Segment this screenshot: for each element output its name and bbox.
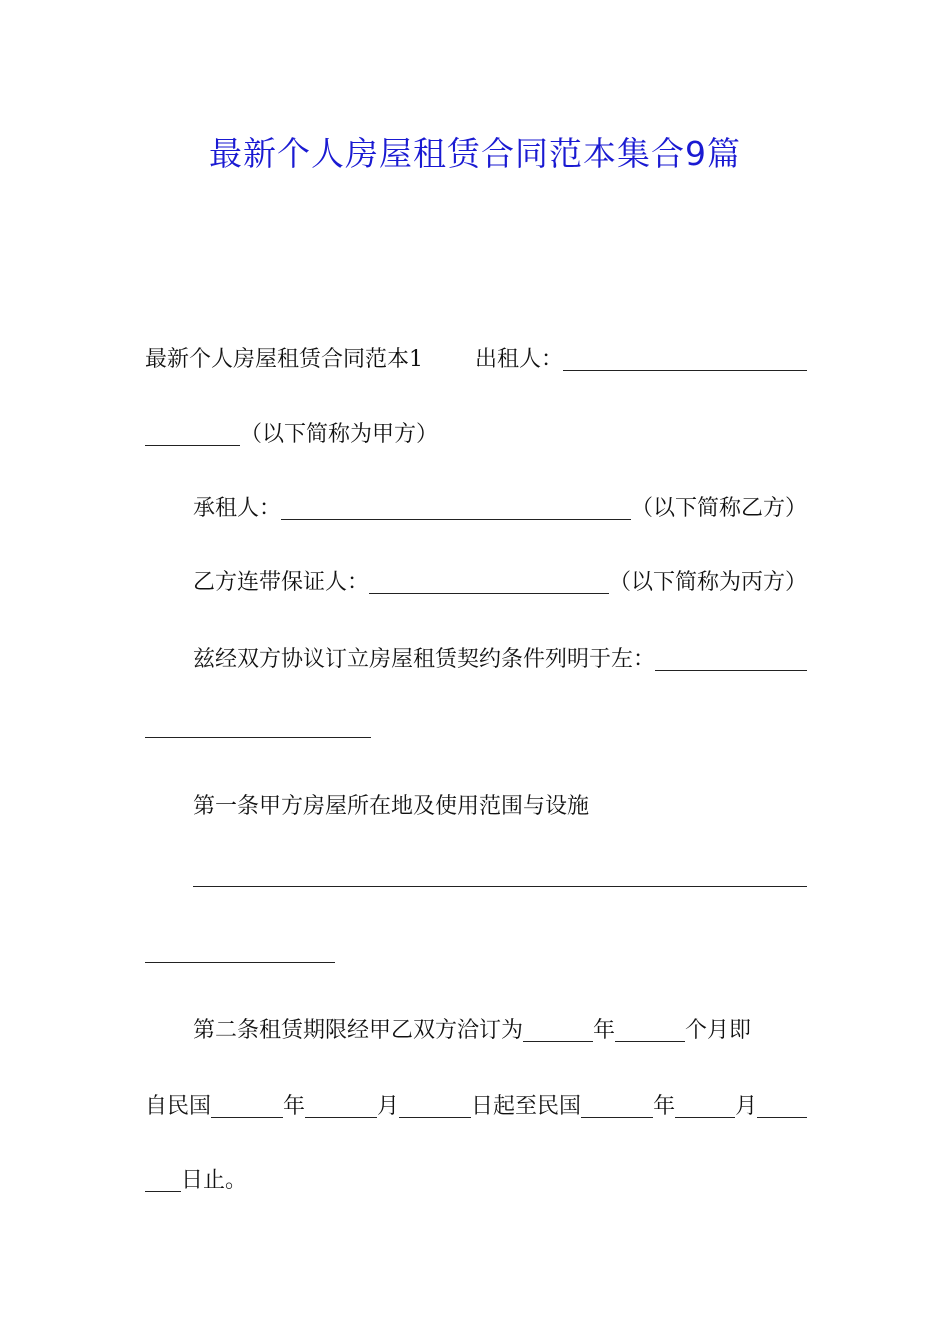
start-month-blank	[305, 1095, 377, 1118]
article2-dates-line	[145, 1092, 807, 1122]
years-blank	[523, 1019, 593, 1042]
article1-blank-continued	[145, 940, 335, 963]
contract-heading: 最新个人房屋租赁合同范本1	[145, 347, 423, 372]
agreement-line	[193, 645, 807, 675]
article1-line	[193, 792, 807, 822]
start-year-unit: 年	[283, 1094, 306, 1119]
lessee-blank	[281, 497, 631, 520]
agreement-continued-line	[145, 715, 807, 742]
day-to-roc-label: 日起至民国	[471, 1094, 582, 1119]
agreement-text: 兹经双方协议订立房屋租赁契约条件列明于左：	[193, 647, 656, 672]
article1-blank-line	[193, 864, 807, 891]
article2-line	[193, 1016, 807, 1046]
months-blank	[615, 1019, 685, 1042]
article1-blank	[193, 864, 807, 887]
year-unit: 年	[593, 1018, 616, 1043]
document-title: 最新个人房屋租赁合同范本集合9篇	[209, 134, 741, 173]
lessor-blank	[563, 348, 807, 371]
article1-heading: 第一条甲方房屋所在地及使用范围与设施	[193, 794, 590, 819]
article2-end-line	[145, 1166, 807, 1196]
end-month-unit: 月	[735, 1094, 758, 1119]
party-c-note: （以下简称为丙方）	[608, 570, 807, 595]
article2-text: 第二条租赁期限经甲乙双方洽订为	[193, 1018, 524, 1043]
months-unit: 个月即	[685, 1018, 752, 1043]
guarantor-label: 乙方连带保证人：	[193, 570, 370, 595]
end-year-blank	[581, 1095, 653, 1118]
start-day-blank	[399, 1095, 471, 1118]
agreement-blank-continued	[145, 715, 371, 738]
party-b-note: （以下简称乙方）	[630, 496, 807, 521]
guarantor-line	[193, 568, 807, 598]
end-month-blank	[675, 1095, 735, 1118]
from-roc-label: 自民国	[145, 1094, 212, 1119]
lessor-label: 出租人：	[475, 347, 564, 372]
article1-blank-continued-line	[145, 940, 807, 967]
end-year-unit: 年	[653, 1094, 676, 1119]
guarantor-blank	[369, 571, 609, 594]
party-a-note: （以下简称为甲方）	[240, 422, 439, 447]
end-day-blank	[757, 1095, 807, 1118]
agreement-blank	[655, 648, 807, 671]
end-day-blank-continued	[145, 1169, 181, 1192]
heading-line	[145, 345, 807, 375]
lessee-line	[193, 494, 807, 524]
lessor-blank-continued	[145, 423, 240, 446]
start-year-blank	[211, 1095, 283, 1118]
party-a-line	[145, 420, 807, 450]
lessee-label: 承租人：	[193, 496, 282, 521]
day-end-label: 日止。	[181, 1168, 248, 1193]
start-month-unit: 月	[377, 1094, 400, 1119]
